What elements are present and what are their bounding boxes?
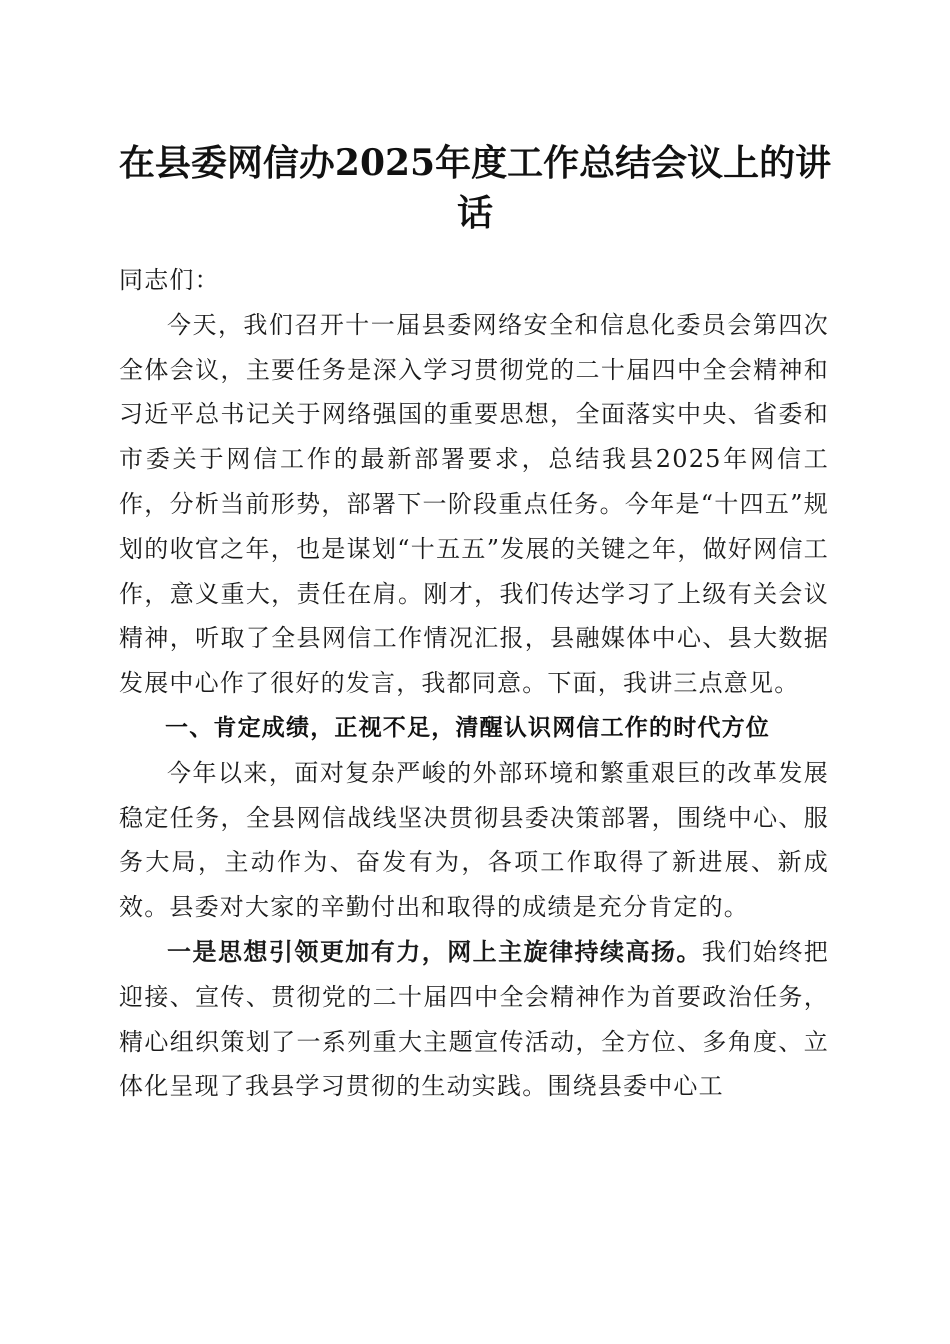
- document-body: [119, 258, 829, 1109]
- point-lead-sentence: 一是思想引领更加有力，网上主旋律持续高扬。: [167, 936, 702, 966]
- section1-paragraph: 今年以来，面对复杂严峻的外部环境和繁重艰巨的改革发展稳定任务，全县网信战线坚决贯彻县委决策部署，围绕中心、服务大局，主动作为、奋发有为，各项工作取得了新进展、新成效。县委对大家的辛勤付出和取得的成绩是充分肯定的。: [119, 758, 829, 922]
- section1-point1-paragraph: [119, 930, 829, 1109]
- intro-paragraph: 今天，我们召开十一届县委网络安全和信息化委员会第四次全体会议，主要任务是深入学习贯彻党的二十届四中全会精神和习近平总书记关于网络强国的重要思想，全面落实中央、省委和市委关于网信工作的最新部署要求，总结我县2025年网信工作，分析当前形势，部署下一阶段重点任务。今年是“十四五”规划的收官之年，也是谋划“十五五”发展的关键之年，做好网信工作，意义重大，责任在肩。刚才，我们传达学习了上级有关会议精神，听取了全县网信工作情况汇报，县融媒体中心、县大数据发展中心作了很好的发言，我都同意。下面，我讲三点意见。: [119, 310, 829, 698]
- document-title: 在县委网信办2025年度工作总结会议上的讲话: [118, 142, 832, 234]
- salutation: 同志们：: [119, 266, 220, 294]
- section-heading-1: 一、肯定成绩，正视不足，清醒认识网信工作的时代方位: [165, 714, 770, 741]
- point-body-text: 我们始终把迎接、宣传、贯彻党的二十届四中全会精神作为首要政治任务，精心组织策划了一系列重大主题宣传活动，全方位、多角度、立体化呈现了我县学习贯彻的生动实践。围绕县委中心工: [119, 937, 830, 1101]
